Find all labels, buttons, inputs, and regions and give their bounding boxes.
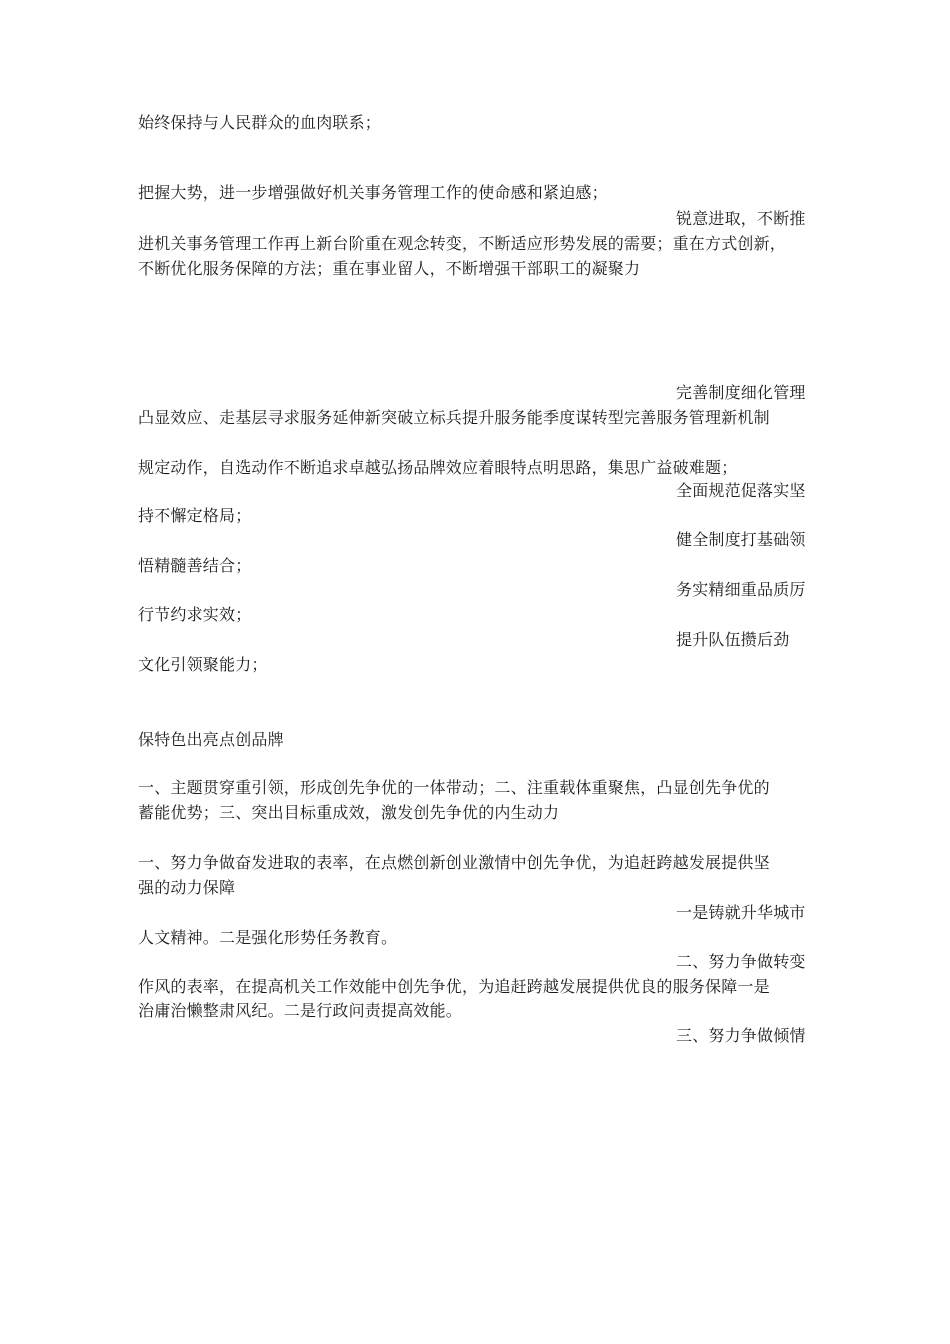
text-line: 人文精神。二是强化形势任务教育。 <box>138 928 398 947</box>
text-line: 务实精细重品质厉 <box>676 580 806 599</box>
text-line: 蓄能优势；三、突出目标重成效，激发创先争优的内生动力 <box>138 803 560 822</box>
text-line: 把握大势，进一步增强做好机关事务管理工作的使命感和紧迫感； <box>138 183 608 202</box>
text-line: 进机关事务管理工作再上新台阶重在观念转变，不断适应形势发展的需要；重在方式创新， <box>138 234 787 253</box>
text-line: 提升队伍攒后劲 <box>676 630 790 649</box>
text-line: 悟精髓善结合； <box>138 556 252 575</box>
text-line: 治庸治懒整肃风纪。二是行政问责提高效能。 <box>138 1001 463 1020</box>
text-line: 不断优化服务保障的方法；重在事业留人，不断增强干部职工的凝聚力 <box>138 259 641 278</box>
text-line: 行节约求实效； <box>138 605 252 624</box>
text-line: 一、努力争做奋发进取的表率，在点燃创新创业激情中创先争优，为追赶跨越发展提供坚 <box>138 853 770 872</box>
text-line: 完善制度细化管理 <box>676 383 806 402</box>
text-line: 文化引领聚能力； <box>138 655 268 674</box>
text-line: 一是铸就升华城市 <box>676 903 806 922</box>
text-line: 强的动力保障 <box>138 878 236 897</box>
text-line: 规定动作，自选动作不断追求卓越弘扬品牌效应着眼特点明思路，集思广益破难题； <box>138 458 738 477</box>
text-line: 健全制度打基础领 <box>676 530 806 549</box>
text-line: 持不懈定格局； <box>138 506 252 525</box>
text-line: 锐意进取，不断推 <box>676 209 806 228</box>
text-line: 三、努力争做倾情 <box>676 1026 806 1045</box>
text-line: 凸显效应、走基层寻求服务延伸新突破立标兵提升服务能季度谋转型完善服务管理新机制 <box>138 408 770 427</box>
text-line: 二、努力争做转变 <box>676 952 806 971</box>
text-line: 保特色出亮点创品牌 <box>138 730 284 749</box>
text-line: 作风的表率，在提高机关工作效能中创先争优，为追赶跨越发展提供优良的服务保障一是 <box>138 977 770 996</box>
text-line: 始终保持与人民群众的血肉联系； <box>138 113 382 132</box>
text-line: 全面规范促落实坚 <box>676 481 806 500</box>
text-line: 一、主题贯穿重引领，形成创先争优的一体带动；二、注重载体重聚焦，凸显创先争优的 <box>138 778 770 797</box>
